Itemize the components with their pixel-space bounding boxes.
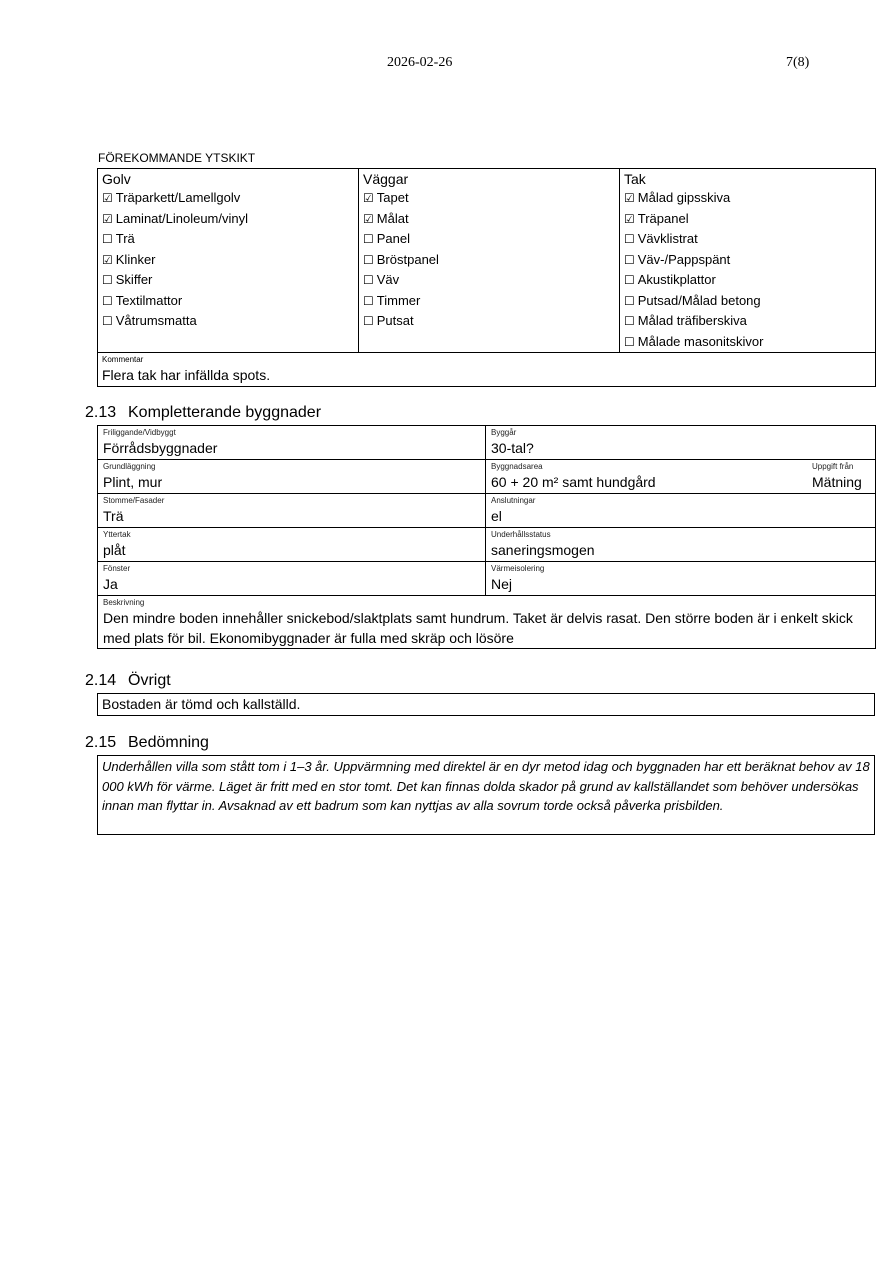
checkbox-label: Klinker — [115, 251, 156, 267]
byggar-label: Byggår — [491, 428, 517, 437]
friliggande-label: Friliggande/Vidbyggt — [103, 428, 176, 437]
checkbox-label: Putsat — [376, 313, 414, 328]
underhall-cell — [486, 528, 876, 562]
checkbox-item — [102, 250, 354, 271]
checkbox-label: Bröstpanel — [376, 251, 439, 267]
checkbox-label: Skiffer — [115, 272, 153, 287]
unchecked-box-icon: ☐ — [363, 252, 374, 267]
checkbox-item — [624, 229, 871, 250]
beskrivning-cell — [98, 596, 876, 649]
beskrivning-value: Den mindre boden innehåller snickebod/slaktplats samt hundrum. Taket är delvis rasat. Den större boden är i enkelt skick med plats för bil. Ekonomibyggnader är fulla med skräp och lösöre — [103, 610, 853, 646]
uppgift-label: Uppgift från — [812, 462, 854, 471]
unchecked-box-icon: ☐ — [363, 273, 374, 287]
unchecked-box-icon: ☐ — [363, 314, 374, 328]
section-2-15-heading — [85, 734, 209, 752]
unchecked-box-icon: ☐ — [624, 293, 635, 308]
checkbox-item — [363, 311, 615, 332]
uppgift-value: Mätning — [812, 474, 862, 490]
checked-box-icon: ☑ — [624, 211, 635, 226]
yttertak-label: Yttertak — [103, 530, 131, 539]
yttertak-cell — [98, 528, 486, 562]
checkbox-item — [624, 332, 871, 353]
checkbox-item — [363, 250, 615, 271]
section-2-13-title: Kompletterande byggnader — [128, 404, 322, 421]
checkbox-item — [363, 229, 615, 250]
area-value: 60 + 20 m² samt hundgård — [491, 474, 656, 490]
unchecked-box-icon: ☐ — [102, 232, 113, 246]
varme-value: Nej — [491, 576, 513, 592]
area-label: Byggnadsarea — [491, 462, 543, 471]
checkbox-label: Träpanel — [637, 210, 689, 226]
tak-heading: Tak — [624, 171, 646, 187]
grund-label: Grundläggning — [103, 462, 156, 471]
ytskikt-title: FÖREKOMMANDE YTSKIKT — [98, 151, 256, 165]
fonster-value: Ja — [103, 576, 118, 592]
checkbox-label: Träparkett/Lamellgolv — [115, 190, 241, 205]
unchecked-box-icon: ☐ — [102, 293, 113, 308]
friliggande-cell — [98, 426, 486, 460]
grund-value: Plint, mur — [103, 474, 163, 490]
friliggande-value: Förrådsbyggnader — [103, 440, 218, 456]
section-2-14-number: 2.14 — [85, 672, 117, 689]
checkbox-item — [624, 250, 871, 271]
fonster-label: Fönster — [103, 564, 131, 573]
unchecked-box-icon: ☐ — [624, 273, 635, 287]
golv-column — [98, 169, 359, 353]
byggar-value: 30-tal? — [491, 440, 534, 456]
checkbox-item — [624, 188, 871, 209]
checkbox-item — [102, 291, 354, 312]
ytskikt-table — [97, 168, 876, 387]
checked-box-icon: ☑ — [102, 191, 113, 205]
unchecked-box-icon: ☐ — [102, 273, 113, 287]
area-cell — [486, 460, 876, 494]
kommentar-value: Flera tak har infällda spots. — [102, 367, 271, 383]
checkbox-label: Målad träfiberskiva — [637, 313, 747, 328]
bedomning-text: Underhållen villa som stått tom i 1–3 år. Uppvärmning med direktel är en dyr metod idag och byggnaden har ett beräknat behov av 18 000 kWh för värme. Läget är fritt med en stor tomt. Det kan finnas dolda skador på grund av kallställandet som behöver undersökas innan man flyttar in. Avsaknad av ett badrum som kan nyttjas av alla sovrum torde också påverka prisbilden. — [97, 755, 875, 835]
fonster-cell — [98, 562, 486, 596]
grund-cell — [98, 460, 486, 494]
varme-label: Värmeisolering — [491, 564, 545, 573]
checkbox-label: Tapet — [376, 190, 409, 205]
checkbox-item — [102, 229, 354, 250]
page-number: 7(8) — [786, 55, 810, 70]
checkbox-item — [102, 209, 354, 230]
anslut-label: Anslutningar — [491, 496, 536, 505]
checked-box-icon: ☑ — [102, 252, 113, 267]
checked-box-icon: ☑ — [624, 191, 635, 205]
stomme-cell — [98, 494, 486, 528]
checkbox-item — [363, 188, 615, 209]
section-2-14-heading — [85, 672, 171, 690]
checkbox-item — [102, 188, 354, 209]
checkbox-label: Väv-/Pappspänt — [637, 251, 731, 267]
checkbox-label: Putsad/Målad betong — [637, 292, 761, 308]
unchecked-box-icon: ☐ — [624, 314, 635, 328]
section-2-13-heading — [85, 404, 321, 422]
unchecked-box-icon: ☐ — [624, 252, 635, 267]
checkbox-label: Målade masonitskivor — [637, 333, 764, 349]
checkbox-label: Akustikplattor — [637, 272, 716, 287]
checkbox-label: Målat — [376, 210, 409, 226]
beskrivning-label: Beskrivning — [103, 598, 145, 607]
section-2-14-title: Övrigt — [128, 672, 171, 689]
kommentar-cell — [98, 353, 876, 387]
checkbox-item — [624, 209, 871, 230]
yttertak-value: plåt — [103, 542, 126, 558]
unchecked-box-icon: ☐ — [363, 232, 374, 246]
unchecked-box-icon: ☐ — [363, 293, 374, 308]
byggar-cell — [486, 426, 876, 460]
section-2-15-number: 2.15 — [85, 734, 117, 751]
checkbox-label: Våtrumsmatta — [115, 313, 197, 328]
checkbox-item — [624, 311, 871, 332]
anslut-value: el — [491, 508, 502, 524]
checkbox-label: Laminat/Linoleum/vinyl — [115, 210, 248, 226]
section-2-15-title: Bedömning — [128, 734, 209, 751]
varme-cell — [486, 562, 876, 596]
ovrigt-text: Bostaden är tömd och kallställd. — [97, 693, 875, 716]
section-2-13-number: 2.13 — [85, 404, 117, 421]
byggnader-table — [97, 425, 876, 649]
unchecked-box-icon: ☐ — [102, 314, 113, 328]
underhall-label: Underhållsstatus — [491, 530, 551, 539]
vaggar-heading: Väggar — [363, 171, 409, 187]
checkbox-item — [102, 270, 354, 291]
tak-column — [620, 169, 876, 353]
checkbox-item — [624, 291, 871, 312]
checkbox-item — [363, 209, 615, 230]
checkbox-item — [363, 270, 615, 291]
checked-box-icon: ☑ — [102, 211, 113, 226]
checkbox-item — [363, 291, 615, 312]
unchecked-box-icon: ☐ — [624, 334, 635, 349]
anslut-cell — [486, 494, 876, 528]
checkbox-label: Timmer — [376, 292, 421, 308]
checkbox-label: Väv — [376, 272, 400, 287]
checkbox-item — [624, 270, 871, 291]
stomme-value: Trä — [103, 508, 124, 524]
checkbox-label: Målad gipsskiva — [637, 190, 731, 205]
checkbox-label: Vävklistrat — [637, 231, 698, 246]
golv-heading: Golv — [102, 171, 131, 187]
kommentar-label: Kommentar — [102, 355, 144, 364]
checked-box-icon: ☑ — [363, 211, 374, 226]
checkbox-label: Trä — [115, 231, 135, 246]
checkbox-label: Textilmattor — [115, 292, 183, 308]
checkbox-label: Panel — [376, 231, 411, 246]
unchecked-box-icon: ☐ — [624, 232, 635, 246]
checkbox-item — [102, 311, 354, 332]
underhall-value: saneringsmogen — [491, 542, 595, 558]
stomme-label: Stomme/Fasader — [103, 496, 165, 505]
checked-box-icon: ☑ — [363, 191, 374, 205]
header-date: 2026-02-26 — [387, 55, 453, 70]
vaggar-column — [359, 169, 620, 353]
